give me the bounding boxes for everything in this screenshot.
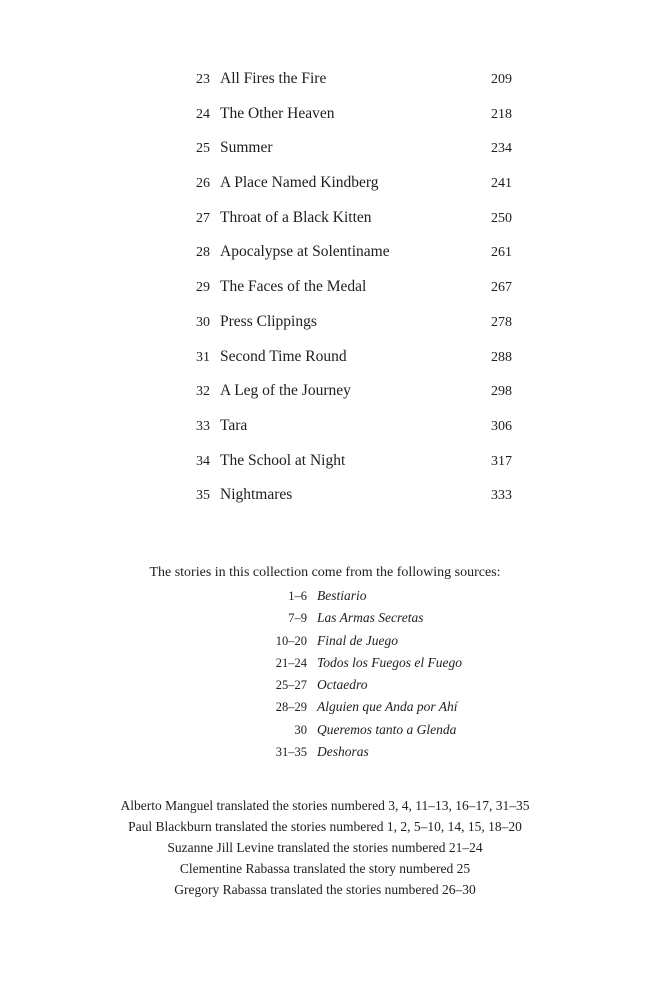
source-row: [230, 699, 530, 721]
toc-title: Press Clippings: [220, 312, 317, 330]
source-book: Las Armas Secretas: [317, 610, 424, 626]
source-book: Queremos tanto a Glenda: [317, 721, 457, 737]
toc-entry[interactable]: [196, 139, 512, 174]
source-row: [230, 588, 530, 610]
toc-entry[interactable]: [196, 70, 512, 105]
toc-number: 25: [196, 141, 210, 157]
source-row: [230, 744, 530, 766]
toc-number: 33: [196, 418, 210, 434]
toc-number: 27: [196, 210, 210, 226]
source-range: 7–9: [288, 611, 307, 626]
toc-entry[interactable]: [196, 105, 512, 140]
source-range: 21–24: [275, 655, 307, 670]
toc-page-number: 250: [491, 210, 512, 226]
toc-title: Second Time Round: [220, 347, 347, 365]
source-book: Octaedro: [317, 677, 368, 693]
toc-page-number: 241: [491, 176, 512, 192]
source-row: [230, 677, 530, 699]
toc-number: 30: [196, 314, 210, 330]
toc-entry[interactable]: [196, 313, 512, 348]
source-range: 25–27: [275, 678, 307, 693]
toc-number: 23: [196, 72, 210, 87]
table-of-contents: [196, 70, 512, 521]
toc-page-number: 278: [491, 314, 512, 330]
toc-number: 29: [196, 280, 210, 296]
source-range: 28–29: [275, 700, 307, 715]
source-row: [230, 610, 530, 632]
toc-title: Throat of a Black Kitten: [220, 208, 372, 226]
toc-number: 26: [196, 176, 210, 192]
toc-page-number: 267: [491, 280, 512, 296]
toc-entry[interactable]: [196, 452, 512, 487]
toc-title: A Place Named Kindberg: [220, 174, 379, 192]
toc-entry[interactable]: [196, 417, 512, 452]
toc-entry[interactable]: [196, 278, 512, 313]
toc-page-number: 306: [491, 418, 512, 434]
translator-credit: Alberto Manguel translated the stories numbered 3, 4, 11–13, 16–17, 31–35: [120, 798, 530, 813]
toc-entry[interactable]: [196, 348, 512, 383]
toc-number: 31: [196, 349, 210, 365]
toc-title: A Leg of the Journey: [220, 382, 351, 400]
sources-intro: The stories in this collection come from the following sources:: [149, 565, 501, 580]
translator-credit: Suzanne Jill Levine translated the stories numbered 21–24: [167, 840, 483, 855]
toc-page-number: 209: [491, 72, 512, 87]
toc-title: Apocalypse at Solentiname: [220, 243, 390, 261]
source-range: 1–6: [288, 589, 307, 603]
toc-entry[interactable]: [196, 174, 512, 209]
toc-title: Nightmares: [220, 486, 293, 504]
source-row: [230, 655, 530, 677]
toc-page-number: 288: [491, 349, 512, 365]
sources-list: [230, 588, 530, 766]
toc-entry[interactable]: [196, 209, 512, 244]
toc-title: The Other Heaven: [220, 104, 335, 122]
toc-title: Tara: [220, 416, 248, 434]
source-range: 31–35: [275, 745, 307, 760]
translator-credit: Paul Blackburn translated the stories numbered 1, 2, 5–10, 14, 15, 18–20: [128, 819, 522, 834]
source-range: 30: [294, 722, 307, 737]
toc-entry[interactable]: [196, 243, 512, 278]
toc-page-number: 317: [491, 453, 512, 469]
toc-page-number: 218: [491, 106, 512, 122]
toc-number: 32: [196, 384, 210, 400]
toc-title: The Faces of the Medal: [220, 278, 367, 296]
toc-number: 24: [196, 106, 210, 122]
source-book: Bestiario: [317, 588, 367, 603]
source-book: Todos los Fuegos el Fuego: [317, 654, 462, 670]
toc-page-number: 234: [491, 141, 512, 157]
toc-page-number: 298: [491, 384, 512, 400]
toc-page-number: 333: [491, 488, 512, 504]
source-book: Alguien que Anda por Ahí: [317, 699, 458, 715]
source-range: 10–20: [275, 633, 307, 648]
translators-credits: [0, 798, 650, 903]
toc-entry[interactable]: [196, 382, 512, 417]
translator-credit: Clementine Rabassa translated the story numbered 25: [179, 861, 471, 876]
source-row: [230, 722, 530, 744]
toc-entry[interactable]: [196, 486, 512, 521]
toc-number: 28: [196, 245, 210, 261]
toc-title: The School at Night: [220, 451, 346, 469]
toc-title: Summer: [220, 139, 273, 157]
toc-page-number: 261: [491, 245, 512, 261]
toc-number: 35: [196, 488, 210, 504]
source-row: [230, 633, 530, 655]
translator-credit: Gregory Rabassa translated the stories numbered 26–30: [174, 882, 476, 897]
source-book: Deshoras: [317, 744, 369, 760]
source-book: Final de Juego: [317, 632, 398, 648]
toc-number: 34: [196, 453, 210, 469]
toc-title: All Fires the Fire: [220, 70, 327, 87]
